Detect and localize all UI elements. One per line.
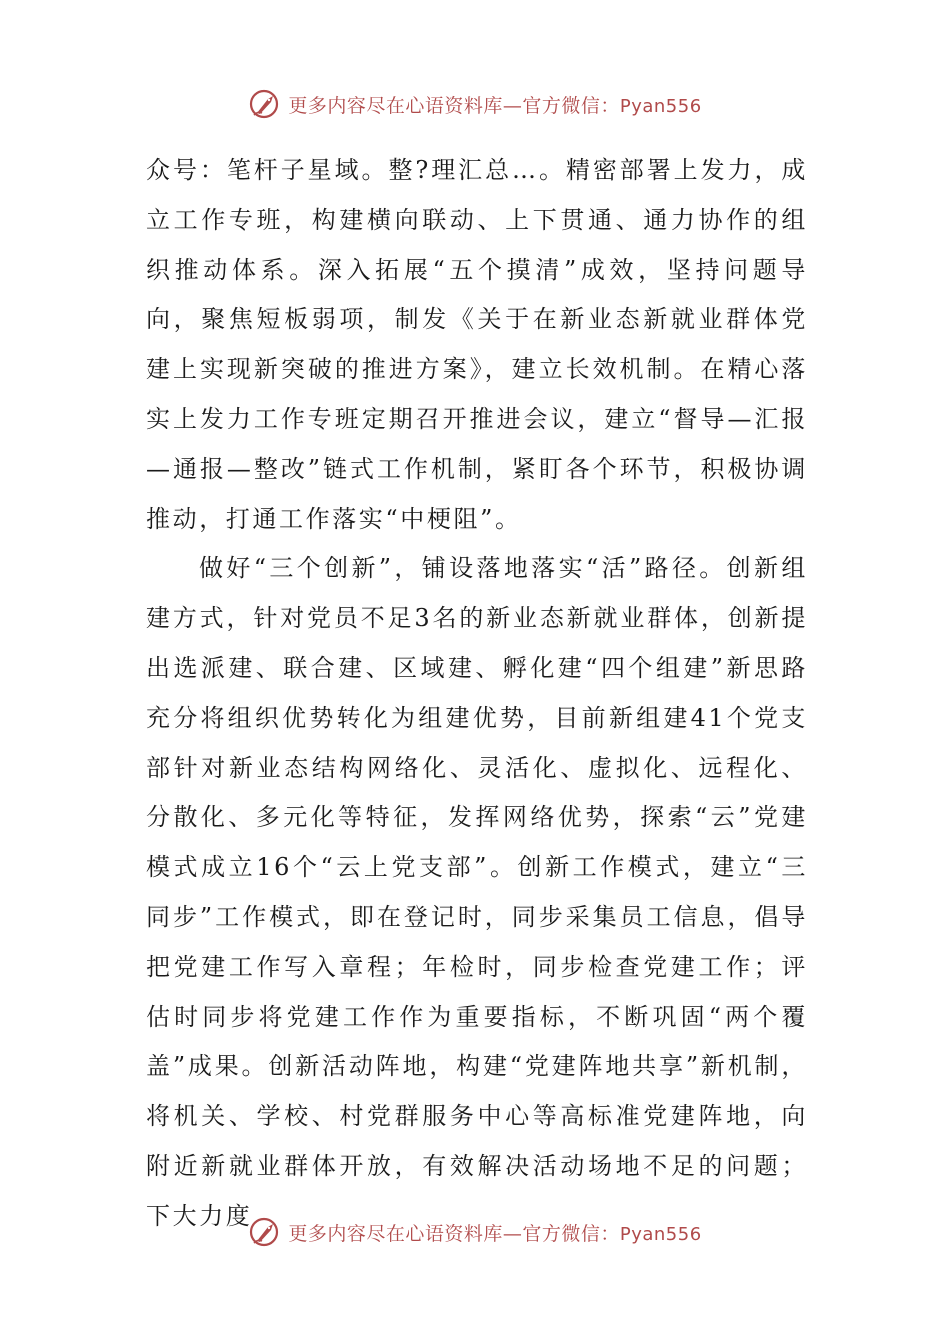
body-paragraph-2: 做好“三个创新”，铺设落地落实“活”路径。创新组建方式，针对党员不足3名的新业态新就业群体，创新提出选派建、联合建、区域建、孵化建“四个组建”新思路充分将组织优势转化为组建优势，目前新组建41个党支部针对新业态结构网络化、灵活化、虚拟化、远程化、分散化、多元化等特征，发挥网络优势，探索“云”党建模式成立16个“云上党支部”。创新工作模式，建立“三同步”工作模式，即在登记时，同步采集员工信息，倡导把党建工作写入章程；年检时，同步检查党建工作；评估时同步将党建工作作为重要指标，不断巩固“两个覆盖”成果。创新活动阵地，构建“党建阵地共享”新机制，将机关、学校、村党群服务中心等高标准党建阵地，向附近新就业群体开放，有效解决活动场地不足的问题；下大力度 [146, 554, 808, 1230]
body-paragraph-1: 众号：笔杆子星域。整?理汇总…。精密部署上发力，成立工作专班，构建横向联动、上下贯通、通力协作的组织推动体系。深入拓展“五个摸清”成效，坚持问题导向，聚焦短板弱项，制发《关于在新业态新就业群体党建上实现新突破的推进方案》，建立长效机制。在精心落实上发力工作专班定期召开推进会议，建立“督导—汇报—通报—整改”链式工作机制，紧盯各个环节，积极协调推动，打通工作落实“中梗阻”。 [146, 156, 808, 533]
footer-banner-account: Pyan556 [619, 1223, 702, 1245]
header-banner-text: 更多内容尽在心语资料库—官方微信：Pyan556 [288, 94, 702, 117]
header-banner [0, 84, 950, 124]
header-banner-account: Pyan556 [619, 95, 702, 117]
footer-banner [0, 1212, 950, 1252]
footer-banner-text: 更多内容尽在心语资料库—官方微信：Pyan556 [288, 1222, 702, 1245]
pen-nib-circle-icon [248, 87, 282, 121]
pen-nib-circle-icon [248, 1215, 282, 1249]
document-body [146, 146, 808, 1242]
